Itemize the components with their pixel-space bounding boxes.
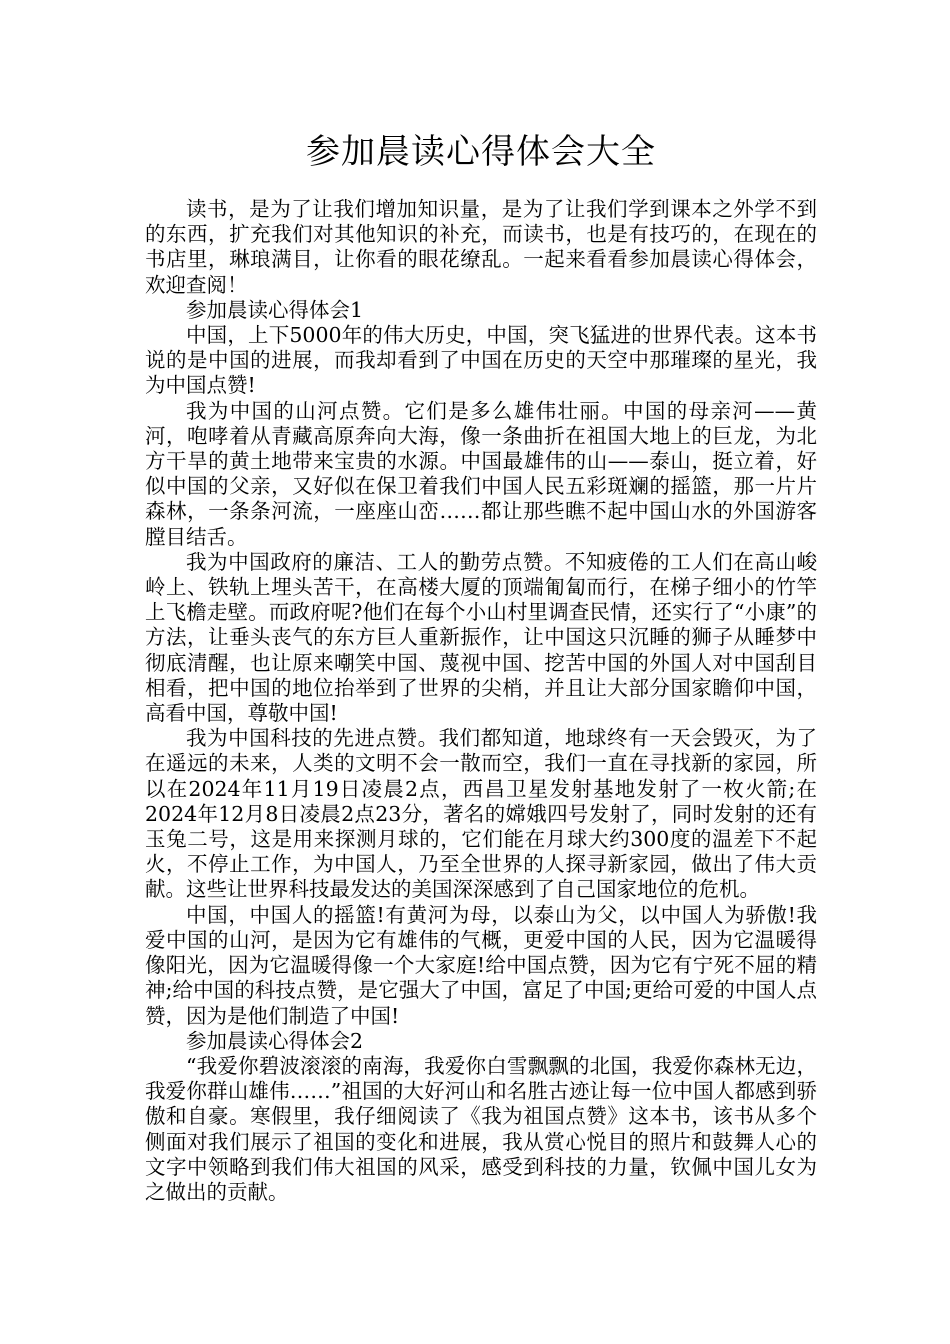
intro-paragraph: 读书，是为了让我们增加知识量，是为了让我们学到课本之外学不到的东西，扩充我们对其他知识的补充，而读书，也是有技巧的，在现在的书店里，琳琅满目，让你看的眼花缭乱。一起来看看参加晨读心得体会，欢迎查阅！ <box>145 197 817 297</box>
document-body <box>145 197 817 1205</box>
body-paragraph: 我为中国政府的廉洁、工人的勤劳点赞。不知疲倦的工人们在高山峻岭上、铁轨上埋头苦干，在高楼大厦的顶端匍匐而行，在梯子细小的竹竿上飞檐走壁。而政府呢?他们在每个小山村里调查民情，还实行了“小康”的方法，让垂头丧气的东方巨人重新振作，让中国这只沉睡的狮子从睡梦中彻底清醒，也让原来嘲笑中国、蔑视中国、挖苦中国的外国人对中国刮目相看，把中国的地位抬举到了世界的尖梢，并且让大部分国家瞻仰中国，高看中国，尊敬中国! <box>145 549 817 726</box>
body-paragraph: 我为中国科技的先进点赞。我们都知道，地球终有一天会毁灭，为了在遥远的未来，人类的文明不会一散而空，我们一直在寻找新的家园，所以在2024年11月19日凌晨2点，西昌卫星发射基地发射了一枚火箭;在2024年12月8日凌晨2点23分，著名的嫦娥四号发射了，同时发射的还有玉兔二号，这是用来探测月球的，它们能在月球大约300度的温差下不起火，不停止工作，为中国人，乃至全世界的人探寻新家园，做出了伟大贡献。这些让世界科技最发达的美国深深感到了自己国家地位的危机。 <box>145 726 817 902</box>
body-paragraph: 中国，中国人的摇篮!有黄河为母，以泰山为父，以中国人为骄傲!我爱中国的山河，是因为它有雄伟的气概，更爱中国的人民，因为它温暖得像阳光，因为它温暖得像一个大家庭!给中国点赞，因为它有宁死不屈的精神;给中国的科技点赞，是它强大了中国，富足了中国;更给可爱的中国人点赞，因为是他们制造了中国! <box>145 902 817 1028</box>
document-title: 参加晨读心得体会大全 <box>306 132 656 172</box>
body-paragraph: 中国，上下5000年的伟大历史，中国，突飞猛进的世界代表。这本书说的是中国的进展，而我却看到了中国在历史的天空中那璀璨的星光，我为中国点赞! <box>145 323 817 398</box>
section-heading: 参加晨读心得体会1 <box>186 297 364 322</box>
body-paragraph: “我爱你碧波滚滚的南海，我爱你白雪飘飘的北国，我爱你森林无边，我爱你群山雄伟……”祖国的大好河山和名胜古迹让每一位中国人都感到骄傲和自豪。寒假里，我仔细阅读了《我为祖国点赞》这本书，该书从多个侧面对我们展示了祖国的变化和进展，我从赏心悦目的照片和鼓舞人心的文字中领略到我们伟大祖国的风采，感受到科技的力量，钦佩中国儿女为之做出的贡献。 <box>145 1053 817 1204</box>
document-page <box>145 125 817 1205</box>
section-heading: 参加晨读心得体会2 <box>186 1028 364 1053</box>
body-paragraph: 我为中国的山河点赞。它们是多么雄伟壮丽。中国的母亲河——黄河，咆哮着从青藏高原奔向大海，像一条曲折在祖国大地上的巨龙，为北方干旱的黄土地带来宝贵的水源。中国最雄伟的山——泰山，挺立着，好似中国的父亲，又好似在保卫着我们中国人民五彩斑斓的摇篮，那一片片森林，一条条河流，一座座山峦……都让那些瞧不起中国山水的外国游客膛目结舌。 <box>145 398 817 549</box>
